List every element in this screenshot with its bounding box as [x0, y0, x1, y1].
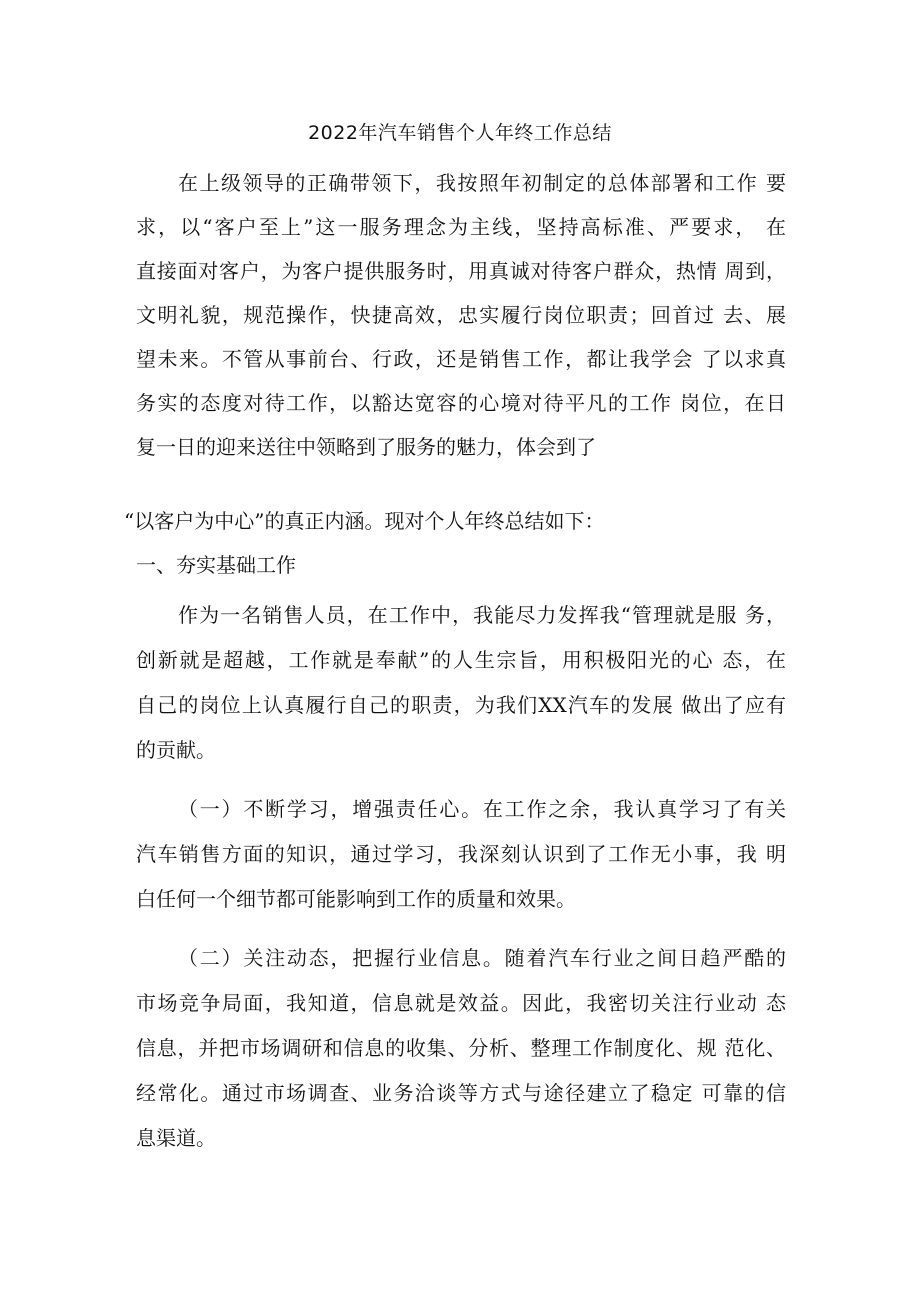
intro-line: 望未来。不管从事前台、行政，还是销售工作，都让我学会 了以求真 — [136, 347, 786, 371]
intro-line: 务实的态度对待工作，以豁达宽容的心境对待平凡的工作 岗位，在日 — [136, 391, 786, 415]
section1-line: 作为一名销售人员，在工作中，我能尽力发挥我“管理就是服 务， — [178, 603, 786, 627]
intro-line: 在上级领导的正确带领下，我按照年初制定的总体部署和工作 要 — [178, 171, 786, 195]
section1-line: 自己的岗位上认真履行自己的职责，为我们XX汽车的发展 做出了应有 — [136, 693, 786, 717]
sub1-line: （一）不断学习，增强责任心。在工作之余，我认真学习了有关 — [178, 797, 786, 821]
section-heading: 一、夯实基础工作 — [136, 553, 296, 577]
sub2-line: （二）关注动态，把握行业信息。随着汽车行业之间日趋严酷的 — [178, 946, 786, 970]
document-title: 2022年汽车销售个人年终工作总结 — [308, 122, 612, 144]
sub1-line: 白任何一个细节都可能影响到工作的质量和效果。 — [136, 887, 576, 911]
sub2-line: 经常化。通过市场调查、业务洽谈等方式与途径建立了稳定 可靠的信 — [136, 1081, 786, 1105]
intro-line: “以客户为中心”的真正内涵。现对个人年终总结如下： — [124, 509, 605, 533]
sub1-line: 汽车销售方面的知识，通过学习，我深刻认识到了工作无小事，我 明 — [136, 842, 786, 866]
sub2-line: 信息，并把市场调研和信息的收集、分析、整理工作制度化、规 范化、 — [136, 1036, 786, 1060]
intro-line: 直接面对客户，为客户提供服务时，用真诚对待客户群众，热情 周到， — [136, 259, 786, 283]
section1-line: 创新就是超越，工作就是奉献”的人生宗旨，用积极阳光的心 态，在 — [136, 648, 786, 672]
intro-line: 求，以“客户至上”这一服务理念为主线，坚持高标准、严要求， 在 — [136, 215, 786, 239]
intro-line: 文明礼貌，规范操作，快捷高效，忠实履行岗位职责；回首过 去、展 — [136, 303, 786, 327]
section1-line: 的贡献。 — [136, 738, 216, 762]
sub2-line: 息渠道。 — [136, 1126, 216, 1150]
sub2-line: 市场竞争局面，我知道，信息就是效益。因此，我密切关注行业动 态 — [136, 991, 786, 1015]
intro-line: 复一日的迎来送往中领略到了服务的魅力，体会到了 — [136, 435, 596, 459]
